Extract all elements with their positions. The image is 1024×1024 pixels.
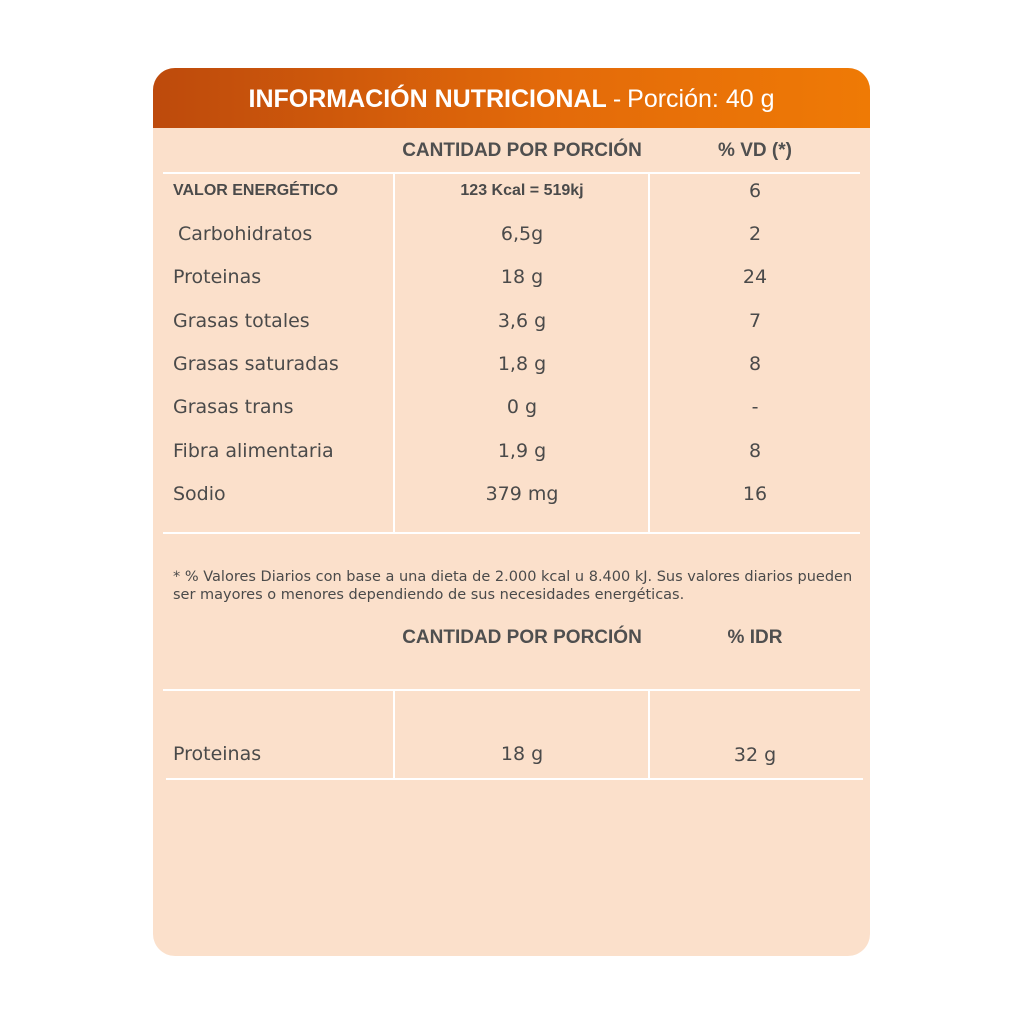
row-label-carbs: Carbohidratos [178, 223, 313, 245]
row-amount-carbs: 6,5g [500, 223, 544, 245]
table2-bottom-rule [166, 778, 863, 780]
table2-col-idr: % IDR [727, 627, 783, 648]
row-vd-protein: 24 [742, 266, 768, 288]
table1-col-amount: CANTIDAD POR PORCIÓN [402, 140, 642, 161]
row-label-total-fat: Grasas totales [173, 310, 310, 332]
table1-col-vd: % VD (*) [718, 140, 792, 161]
row-label-fiber: Fibra alimentaria [173, 440, 334, 462]
row-label-saturated-fat: Grasas saturadas [173, 353, 339, 375]
nutrition-header [153, 68, 870, 128]
row-vd-fiber: 8 [748, 440, 762, 462]
row-amount-energy: 123 Kcal = 519kj [460, 182, 584, 199]
header-portion: Porción: 40 g [627, 85, 775, 113]
idr-row-amount-protein: 18 g [500, 743, 544, 765]
table2-top-rule [163, 689, 860, 691]
header-separator: - [612, 85, 622, 113]
row-vd-trans-fat: - [751, 396, 759, 418]
row-amount-fiber: 1,9 g [497, 440, 547, 462]
row-label-sodium: Sodio [173, 483, 226, 505]
row-label-energy: VALOR ENERGÉTICO [173, 182, 339, 199]
row-amount-total-fat: 3,6 g [497, 310, 547, 332]
row-vd-carbs: 2 [748, 223, 762, 245]
daily-values-footnote: * % Valores Diarios con base a una dieta de 2.000 kcal u 8.400 kJ. Sus valores diarios pueden ser mayores o menores dependiendo de sus necesidades energéticas. [173, 569, 853, 603]
row-amount-protein: 18 g [500, 266, 544, 288]
row-vd-saturated-fat: 8 [748, 353, 762, 375]
row-vd-sodium: 16 [742, 483, 768, 505]
nutrition-facts-card [153, 68, 870, 956]
row-amount-saturated-fat: 1,8 g [497, 353, 547, 375]
idr-row-label-protein: Proteinas [173, 743, 262, 765]
row-vd-total-fat: 7 [748, 310, 762, 332]
row-amount-trans-fat: 0 g [506, 396, 538, 418]
row-amount-sodium: 379 mg [485, 483, 559, 505]
idr-row-value-protein: 32 g [733, 744, 777, 766]
table1-bottom-rule [163, 532, 860, 534]
row-label-trans-fat: Grasas trans [173, 396, 294, 418]
table2-col-amount: CANTIDAD POR PORCIÓN [402, 627, 642, 648]
row-label-protein: Proteinas [173, 266, 262, 288]
header-title: INFORMACIÓN NUTRICIONAL [248, 85, 607, 113]
row-vd-energy: 6 [748, 180, 762, 202]
table1-top-rule [163, 172, 860, 174]
